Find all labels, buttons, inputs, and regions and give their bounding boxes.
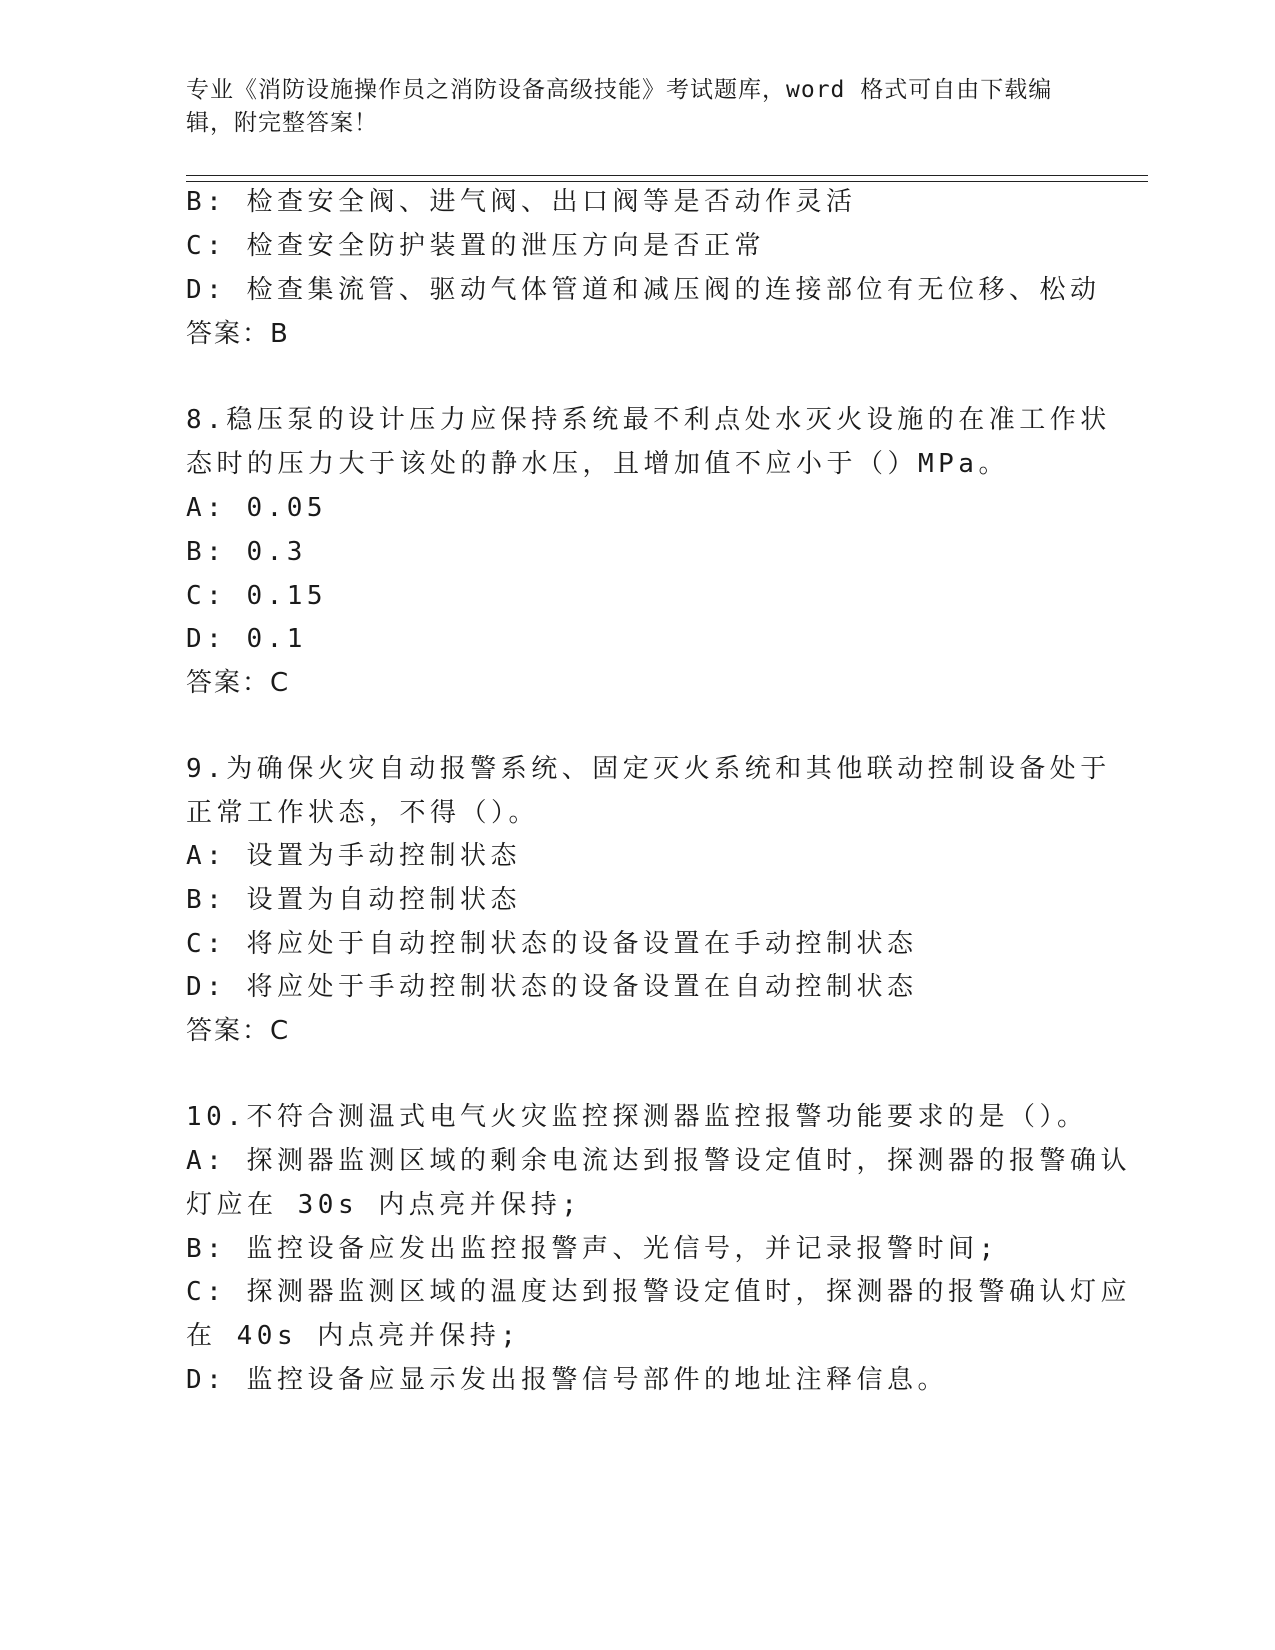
header-line-1: 专业《消防设施操作员之消防设备高级技能》考试题库，word 格式可自由下载编 bbox=[186, 77, 1053, 103]
question-stem: 8.稳压泵的设计压力应保持系统最不利点处水灭火设施的在准工作状 bbox=[186, 405, 1111, 435]
option-b: B: 0.3 bbox=[186, 537, 307, 567]
option-d: D: 监控设备应显示发出报警信号部件的地址注释信息。 bbox=[186, 1365, 948, 1395]
answer: 答案：B bbox=[186, 319, 290, 349]
option-d: D: 检查集流管、驱动气体管道和减压阀的连接部位有无位移、松动 bbox=[186, 275, 1101, 305]
option-a-continued: 灯应在 30s 内点亮并保持; bbox=[186, 1190, 582, 1220]
question-stem: 正常工作状态，不得（）。 bbox=[186, 798, 540, 828]
option-a: A: 设置为手动控制状态 bbox=[186, 841, 521, 871]
option-c: C: 探测器监测区域的温度达到报警设定值时，探测器的报警确认灯应 bbox=[186, 1277, 1131, 1307]
header-rule-bottom bbox=[186, 181, 1148, 182]
question-stem: 10.不符合测温式电气火灾监控探测器监控报警功能要求的是（）。 bbox=[186, 1102, 1088, 1132]
option-b: B: 检查安全阀、进气阀、出口阀等是否动作灵活 bbox=[186, 187, 857, 217]
document-header bbox=[186, 74, 1066, 140]
question-stem: 9.为确保火灾自动报警系统、固定灭火系统和其他联动控制设备处于 bbox=[186, 754, 1111, 784]
option-d: D: 将应处于手动控制状态的设备设置在自动控制状态 bbox=[186, 972, 918, 1002]
answer: 答案：C bbox=[186, 668, 291, 698]
question-stem: 态时的压力大于该处的静水压，且增加值不应小于（）MPa。 bbox=[186, 449, 1009, 479]
option-c: C: 将应处于自动控制状态的设备设置在手动控制状态 bbox=[186, 929, 918, 959]
option-d: D: 0.1 bbox=[186, 624, 307, 654]
header-line-2: 辑，附完整答案！ bbox=[186, 110, 378, 136]
option-b: B: 监控设备应发出监控报警声、光信号，并记录报警时间; bbox=[186, 1234, 999, 1264]
option-c-continued: 在 40s 内点亮并保持; bbox=[186, 1321, 521, 1351]
header-rule-top bbox=[186, 175, 1148, 176]
option-c: C: 检查安全防护装置的泄压方向是否正常 bbox=[186, 231, 765, 261]
answer: 答案：C bbox=[186, 1016, 291, 1046]
option-c: C: 0.15 bbox=[186, 581, 328, 611]
option-a: A: 0.05 bbox=[186, 493, 328, 523]
option-b: B: 设置为自动控制状态 bbox=[186, 885, 521, 915]
option-a: A: 探测器监测区域的剩余电流达到报警设定值时，探测器的报警确认 bbox=[186, 1146, 1131, 1176]
